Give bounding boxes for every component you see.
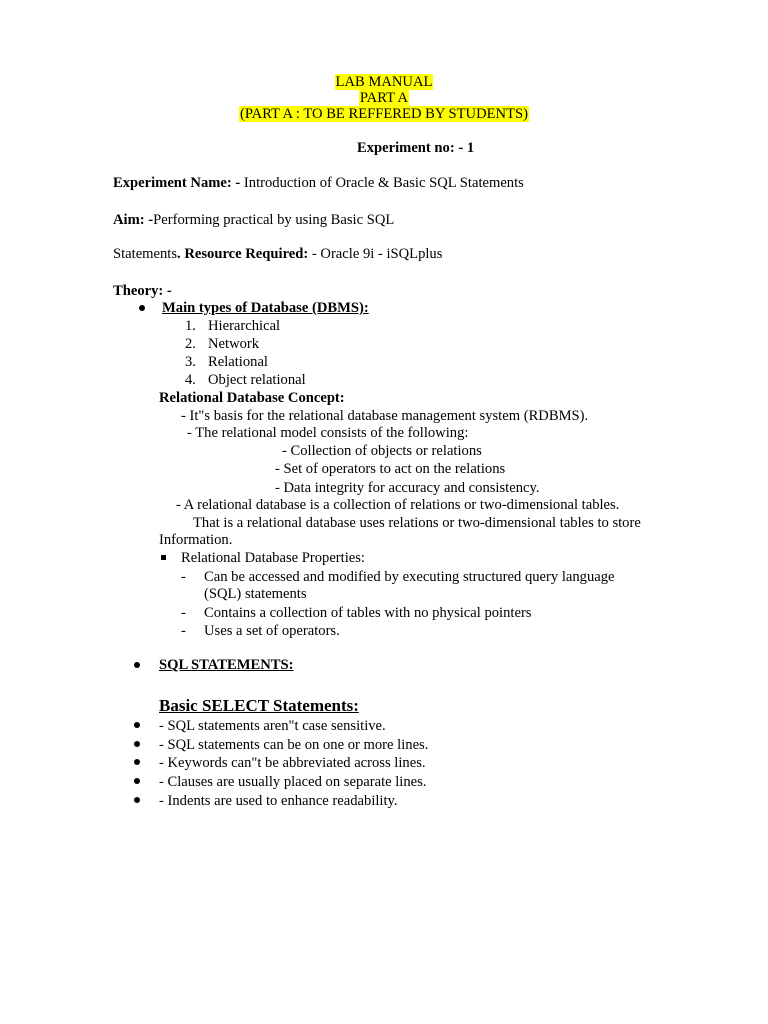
property-item: Uses a set of operators. [204, 623, 340, 639]
resource-required: Statements. Resource Required: - Oracle 9i - iSQLplus [113, 246, 443, 262]
list-item: Network [208, 336, 260, 352]
list-item: - Clauses are usually placed on separate lines. [159, 774, 427, 790]
sql-statements-heading: SQL STATEMENTS: [159, 657, 294, 673]
experiment-name: Experiment Name: - Introduction of Oracle & Basic SQL Statements [113, 175, 524, 191]
experiment-number: Experiment no: - 1 [357, 140, 475, 156]
concept-subitem: - Set of operators to act on the relations [275, 461, 506, 477]
list-number: 2. [185, 336, 196, 352]
concept-paragraph: Information. [159, 532, 233, 548]
header-line-1: LAB MANUAL [335, 74, 433, 90]
list-item: Hierarchical [208, 318, 281, 334]
concept-paragraph: - A relational database is a collection of relations or two-dimensional tables. [176, 497, 620, 513]
square-bullet-icon [161, 555, 166, 560]
bullet-icon [134, 722, 140, 728]
basic-select-heading: Basic SELECT Statements: [159, 696, 359, 715]
list-item: - SQL statements can be on one or more lines. [159, 737, 429, 753]
list-item: - Keywords can"t be abbreviated across lines. [159, 755, 426, 771]
concept-paragraph: That is a relational database uses relations or two-dimensional tables to store [193, 515, 641, 531]
list-number: 4. [185, 372, 196, 388]
list-number: 3. [185, 354, 196, 370]
properties-heading: Relational Database Properties: [181, 550, 365, 566]
dash-marker: - [181, 569, 186, 585]
concept-subitem: - Data integrity for accuracy and consistency. [275, 480, 540, 496]
bullet-icon [134, 778, 140, 784]
bullet-icon [139, 305, 145, 311]
list-item: - SQL statements aren"t case sensitive. [159, 718, 386, 734]
property-item: Can be accessed and modified by executing structured query language [204, 569, 615, 585]
header-line-2: PART A [359, 90, 409, 106]
list-item: Relational [208, 354, 268, 370]
property-item: Contains a collection of tables with no physical pointers [204, 605, 532, 621]
main-types-heading: Main types of Database (DBMS): [162, 300, 369, 316]
concept-line: - It"s basis for the relational database management system (RDBMS). [181, 408, 589, 424]
theory-label: Theory: - [113, 283, 172, 299]
relational-concept-heading: Relational Database Concept: [159, 390, 345, 406]
bullet-icon [134, 741, 140, 747]
concept-subitem: - Collection of objects or relations [282, 443, 482, 459]
dash-marker: - [181, 623, 186, 639]
dash-marker: - [181, 605, 186, 621]
aim: Aim: -Performing practical by using Basic SQL [113, 212, 395, 228]
list-item: Object relational [208, 372, 306, 388]
concept-line: - The relational model consists of the following: [187, 425, 469, 441]
property-item: (SQL) statements [204, 586, 307, 602]
bullet-icon [134, 662, 140, 668]
bullet-icon [134, 797, 140, 803]
bullet-icon [134, 759, 140, 765]
header-line-3: (PART A : TO BE REFFERED BY STUDENTS) [240, 106, 528, 122]
list-number: 1. [185, 318, 196, 334]
list-item: - Indents are used to enhance readability. [159, 793, 398, 809]
